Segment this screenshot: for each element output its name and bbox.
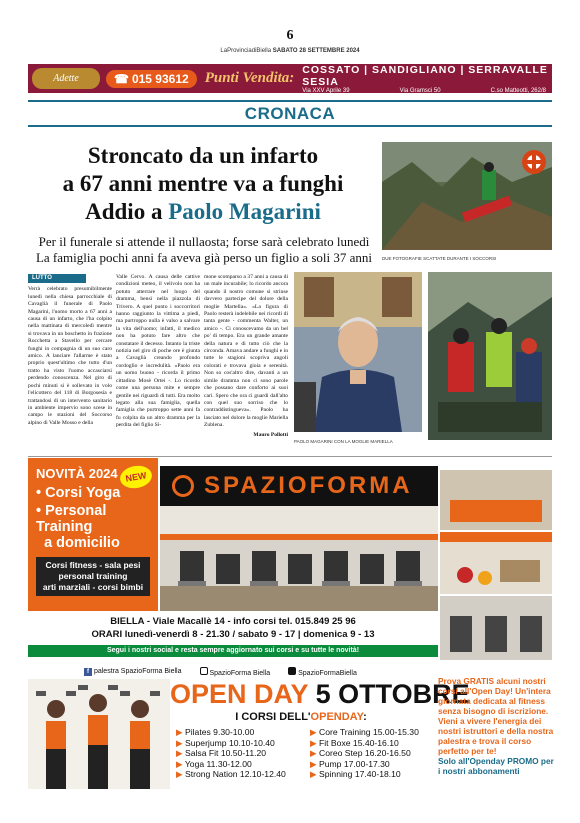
shops-addresses (302, 88, 552, 94)
promo-text-2: Solo all'Openday PROMO per i nostri abbonamenti (438, 756, 554, 776)
gym-interior-photo (160, 506, 438, 611)
shop-address-serravalle: C.so Matteotti, 262/8 (490, 87, 546, 94)
social-handles (84, 667, 434, 677)
triangle-bullet-icon: ▶ (310, 727, 319, 737)
masthead-date: SABATO 28 SETTEMBRE 2024 (272, 48, 360, 54)
tiktok-handle (288, 667, 357, 677)
tiktok-handle-text: SpazioFormaBiella (298, 670, 357, 677)
novita-title: NOVITÀ 2024 (36, 466, 118, 481)
afternoon-item (310, 738, 436, 749)
triangle-bullet-icon: ▶ (176, 758, 185, 769)
corsi-list-3: arti marziali - corsi bimbi (42, 582, 144, 592)
triangle-bullet-icon: ▶ (176, 737, 185, 748)
corsi-dell-text: I CORSI DELL' (235, 711, 311, 723)
masthead-line (0, 48, 580, 54)
deck-line-2: La famiglia pochi anni fa aveva già perso un figlio a soli 37 anni (35, 249, 373, 265)
afternoon-item (310, 769, 436, 780)
gym-hours: ORARI lunedì-venerdì 8 - 21.30 / sabato 9 - 17 | domenica 9 - 13 (91, 629, 375, 640)
instagram-icon (200, 667, 208, 675)
phone-icon: ☎ (114, 71, 129, 86)
open-day-block (170, 679, 470, 723)
article-deck (28, 234, 380, 265)
section-rule-top (28, 100, 552, 102)
triangle-bullet-icon: ▶ (310, 769, 319, 779)
afternoon-item-text: Fit Boxe 15.40-16.10 (319, 737, 399, 748)
article-column-3 (204, 274, 288, 439)
fitness-women-photo (28, 679, 170, 789)
openday-word: OPENDAY (310, 711, 364, 723)
triangle-bullet-icon: ▶ (310, 737, 319, 748)
open-day-date: 5 OTTOBRE (315, 679, 470, 709)
corsi-openday-label: I CORSI DELL'OPENDAY: (235, 711, 367, 723)
morning-item (176, 759, 302, 770)
bullet-yoga: • Corsi Yoga (36, 485, 121, 501)
deck-line-1: Per il funerale si attende il nullaosta; forse sarà celebrato lunedì (38, 234, 370, 249)
facebook-handle (84, 668, 182, 676)
bullet-personal: • Personal Training a domicilio (36, 503, 120, 551)
article-col3-text: mone scomparso a 37 anni a causa di un male incurabile; lo ricordo ancora quando il nostro comune si strinse davvero partecipe del dolore della moglie Martella». «La figura di Paolo resterà indelebile nei ricordi di tanta gente - commenta Walter, un amico -. Ci conoscevamo da un bel po' di tempo. Era un grande amante della natura e di tutto ciò che la circonda. Amava andare a funghi e in tutte le stagioni scopriva angoli colorati e trovava gioia e serenità. Non so cos'altro dire, davanti a un simile dramma non ci sono parole che possano dare conforto ai suoi cari. Spero che ora ci guardi dall'alto con quel suo sorriso che lo contraddistingueva». Paolo ha lasciato nel dolore la moglie Mariella Zublena. (204, 274, 288, 429)
rescue-photo-top (382, 142, 552, 261)
morning-item-text: Yoga 11.30-12.00 (184, 758, 252, 769)
morning-item-text: Salsa Fit 10.50-11.20 (185, 748, 267, 758)
article-column-2 (116, 274, 200, 430)
article-headline (28, 142, 378, 226)
headline-name: Paolo Magarini (168, 199, 321, 224)
main-photo-caption: PAOLO MAGARINI CON LA MOGLIE MARIELLA (294, 439, 393, 444)
shops-names: COSSATO | SANDIGLIANO | SERRAVALLE SESIA (302, 63, 548, 88)
afternoon-item (310, 727, 436, 738)
afternoon-item (310, 748, 436, 759)
corsi-list (36, 557, 150, 596)
brand-bar (160, 466, 438, 506)
gym-address: BIELLA - Viale Macallè 14 - info corsi tel. 015.849 25 96 (110, 616, 356, 627)
section-title: CRONACA (244, 104, 336, 123)
shop-address-cossato: Via XXV Aprile 39 (302, 87, 350, 94)
morning-item (176, 727, 302, 738)
top-ad-banner (28, 64, 552, 93)
ad-separator (28, 456, 552, 457)
shops-block (302, 64, 552, 94)
article-col1-text: Verrà celebrato presumibilmente lunedì nella chiesa parrocchiale di Cavaglià il funerale di Paolo Magarini, l'uomo morto a 67 anni a causa di un infarto, che l'ha colpito nella mattinata di mercoledì mentre si trovava in un boschetto in frazione Rocchetta a Stavello per cercare funghi in compagnia di un suo caro amico. A lanciare l'allarme è stato proprio quest'ultimo che tutto d'un tratto ha visto l'uomo accasciarsi perdendo conoscenza. Nel giro di pochi minuti si è sollevato in volo l'elicottero del 118 di Borgosesia e trattandosi di un intervento sanitario in ambiente impervio sono scese in campo le stazioni del Soccorso alpino di Valle Mosso e della (28, 286, 112, 426)
triangle-bullet-icon: ▶ (176, 769, 185, 779)
social-follow-bar: Segui i nostri social e resta sempre aggiornato sui corsi e su tutte le novità! (28, 645, 438, 657)
afternoon-item-text: Core Training 15.00-15.30 (319, 727, 419, 737)
victim-portrait-photo (294, 272, 422, 444)
afternoon-item-text: Pump 17.00-17.30 (319, 758, 390, 769)
headline-line-1: Stroncato da un infarto (87, 143, 319, 168)
new-badge-text: NEW (124, 470, 148, 484)
section-rule-bottom (28, 125, 552, 127)
ad-phone-number: 015 93612 (131, 71, 189, 86)
punti-vendita-label: Punti Vendita: (204, 70, 295, 86)
article-col2-text: Valle Cervo. A causa delle cattive condizioni meteo, il velivolo non ha potuto atterrare nel luogo del dramma, bensì nella piazzola di Trivero. A quel punto i soccorritori hanno raggiunto la vittima a piedi, ma purtroppo nulla è valso a salvare la vita dell'uomo; infatti, il medico non ha potuto fare altro che constatare il decesso. Intanto la triste notizia nel giro di poche ore è giunta a Cavaglià creando profondo cordoglio e incredulità. «Paolo era un uomo buono - ricorda il primo cittadino Mosè Ortei -. Lo ricordo come una persona mite e sempre gentile nei riguardi di tutti. Era molto legato alla sua famiglia, quella famiglia che purtroppo sette anni fa fu colpita da un altro dramma per la perdita del figlio Si- (116, 274, 200, 429)
afternoon-item-text: Coreo Step 16.20-16.50 (319, 748, 411, 758)
rescue-team-photo (428, 272, 552, 440)
ad-phone (106, 70, 197, 88)
morning-item (176, 769, 302, 780)
masthead-title: LaProvinciadiBiella (220, 48, 272, 54)
morning-item-text: Strong Nation 12.10-12.40 (185, 769, 286, 779)
bullet-personal-text: Personal Training (36, 503, 107, 535)
morning-item (176, 738, 302, 749)
headline-line-3 (28, 198, 378, 226)
promo-text-1: Prova GRATIS alcuni nostri corsi all'Open Day! Un'intera giornata dedicata al fitness senza bisogno di iscrizione. Vieni a vivere l'energia dei nostri istruttori e della nostra palestra e trova il corso perfetto per te! (438, 676, 554, 756)
schedule-morning (176, 727, 302, 780)
corsi-list-1: Corsi fitness - sala pesi (45, 560, 141, 570)
schedule-afternoon (310, 727, 436, 780)
triangle-bullet-icon: ▶ (176, 748, 185, 758)
tiktok-icon (288, 667, 296, 675)
corsi-list-2: personal training (58, 571, 128, 581)
triangle-bullet-icon: ▶ (176, 727, 185, 737)
morning-item (176, 748, 302, 759)
article-author: Mauro Pollotti (253, 431, 288, 438)
brand-name: SPAZIOFORMA (204, 472, 413, 499)
bullet-personal-text-2: a domicilio (44, 535, 120, 551)
headline-line-3a: Addio a (85, 199, 169, 224)
instagram-handle (200, 667, 271, 677)
top-photo-caption: DUE FOTOGRAFIE SCATTATE DURANTE I SOCCORSI (382, 256, 497, 261)
afternoon-item (310, 759, 436, 770)
open-day-label: OPEN DAY (170, 679, 309, 709)
ad-logo: Adette (32, 68, 100, 89)
openday-schedule (176, 727, 436, 780)
article-column-1 (28, 274, 112, 427)
lutto-tag: LUTTO (28, 274, 86, 283)
morning-item-text: Superjump 10.10-10.40 (185, 737, 275, 748)
brand-logo-icon (172, 475, 194, 497)
promo-text (438, 676, 554, 776)
bullet-yoga-text: Corsi Yoga (45, 485, 121, 501)
page-number: 6 (286, 28, 294, 43)
instagram-handle-text: SpazioForma Biella (209, 670, 271, 677)
headline-line-2: a 67 anni mentre va a funghi (62, 171, 344, 196)
morning-item-text: Pilates 9.30-10.00 (185, 727, 255, 737)
shop-address-sandigliano: Via Gramsci 50 (399, 87, 441, 94)
gym-side-photos (440, 470, 552, 660)
facebook-handle-text: palestra SpazioForma Biella (93, 668, 182, 675)
facebook-icon: f (84, 668, 92, 676)
triangle-bullet-icon: ▶ (310, 748, 319, 758)
triangle-bullet-icon: ▶ (310, 758, 319, 769)
open-day-title (170, 679, 470, 709)
afternoon-item-text: Spinning 17.40-18.10 (319, 769, 401, 779)
